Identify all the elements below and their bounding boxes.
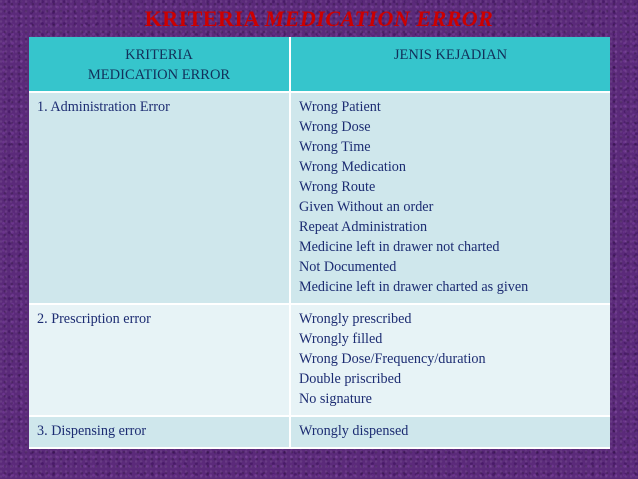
event-item: Wrong Time bbox=[299, 139, 371, 155]
criteria-table bbox=[29, 37, 610, 449]
events-cell bbox=[290, 416, 610, 448]
event-item: Medicine left in drawer not charted bbox=[299, 239, 500, 255]
table-header-row bbox=[29, 37, 610, 92]
events-cell bbox=[290, 92, 610, 304]
table-row-administration bbox=[29, 92, 610, 304]
table-row-dispensing bbox=[29, 416, 610, 448]
slide-title-emphasis: MEDICATION ERROR bbox=[264, 6, 494, 31]
criteria-table-container bbox=[29, 37, 610, 449]
event-item: Double priscribed bbox=[299, 371, 402, 387]
slide-title bbox=[0, 6, 638, 32]
event-item: Wrong Dose bbox=[299, 119, 371, 135]
event-item: Wrongly filled bbox=[299, 331, 383, 347]
header-event-type: JENIS KEJADIAN bbox=[290, 37, 610, 92]
event-item: Medicine left in drawer charted as given bbox=[299, 279, 529, 295]
event-item: Wrongly dispensed bbox=[299, 423, 409, 439]
criteria-cell: 3. Dispensing error bbox=[29, 416, 290, 448]
event-item: Wrong Route bbox=[299, 179, 376, 195]
header-criteria-line2: MEDICATION ERROR bbox=[87, 67, 231, 83]
event-item: Wrong Medication bbox=[299, 159, 406, 175]
event-item: Repeat Administration bbox=[299, 219, 428, 235]
events-cell bbox=[290, 304, 610, 416]
event-item: Not Documented bbox=[299, 259, 397, 275]
slide-title-main: KRITERIA bbox=[144, 6, 259, 31]
event-item: Wrong Patient bbox=[299, 99, 381, 115]
event-item: No signature bbox=[299, 391, 372, 407]
event-item: Wrong Dose/Frequency/duration bbox=[299, 351, 486, 367]
table-row-prescription bbox=[29, 304, 610, 416]
event-item: Given Without an order bbox=[299, 199, 434, 215]
header-criteria bbox=[29, 37, 290, 92]
header-criteria-line1: KRITERIA bbox=[125, 47, 193, 63]
criteria-cell: 2. Prescription error bbox=[29, 304, 290, 416]
event-item: Wrongly prescribed bbox=[299, 311, 412, 327]
criteria-cell: 1. Administration Error bbox=[29, 92, 290, 304]
